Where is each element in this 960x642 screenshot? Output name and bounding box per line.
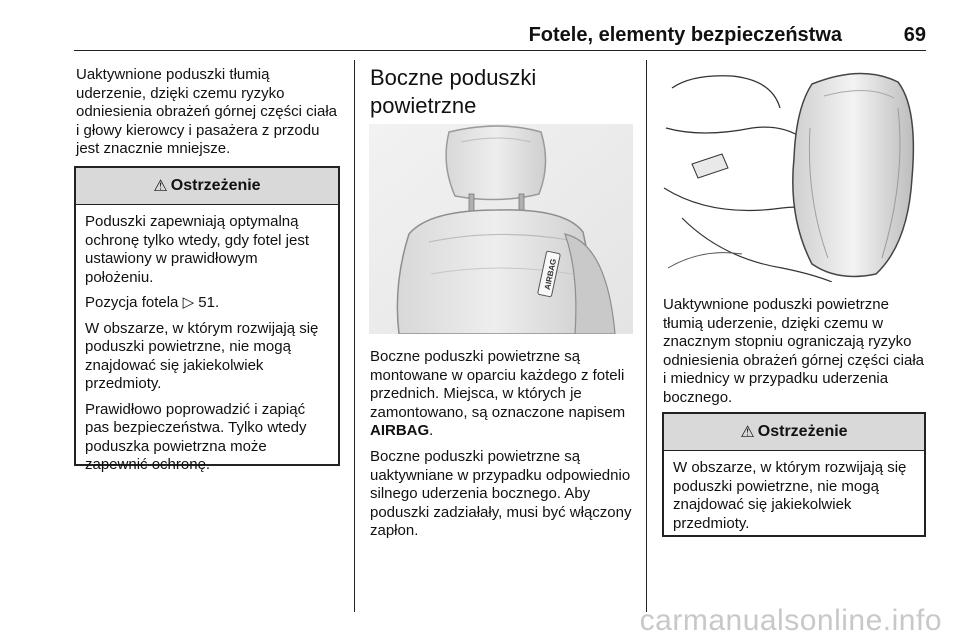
page-number: 69 [903,24,926,46]
reference-prefix: Pozycja fotela [85,294,183,311]
airbag-seat-label: AIRBAG [542,257,559,291]
warning-body [664,451,924,533]
airbag-term: AIRBAG [370,422,430,439]
section-title: Boczne poduszki powietrzne [370,65,537,118]
warning-heading [664,414,924,451]
warning-triangle-icon: ⚠ [153,178,168,195]
warning-paragraph: W obszarze, w którym rozwijają się poduszki powietrzne, nie mogą znajdować się jakiekolwiek przedmioty. [673,459,907,532]
warning-body [76,205,338,475]
warning-paragraph: Poduszki zapewniają optymalną ochronę tylko wtedy, gdy fotel jest ustawiony w prawidłowym położeniu. [85,213,310,286]
seat-airbag-illustration [369,124,633,334]
warning-heading [76,168,338,205]
paragraph-side-airbag-effect: Uaktywnione poduszki powietrzne tłumią uderzenie, dzięki czemu w znacznym stopniu ograniczają ryzyko odniesienia obrażeń górnej części ciała i miednicy w przypadku uderzenia bocznego. [663,296,924,406]
header-rule [74,50,926,51]
paragraph-suffix: . [429,422,434,439]
watermark: carmanualsonline.info [639,604,942,637]
warning-heading-label: Ostrzeżenie [170,177,261,194]
paragraph-airbag-activation: Boczne poduszki powietrzne są uaktywniane w przypadku odpowiednio silnego uderzenia bocznego. Aby poduszki zadziałały, musi być włączony zapłon. [370,448,632,539]
column-divider-2 [646,60,647,612]
paragraph-text: Boczne poduszki powietrzne są montowane w oparciu każdego z foteli przednich. Miejsca, w których je zamontowano, są oznaczone napisem [370,348,626,421]
page-header-title: Fotele, elementy bezpieczeństwa [528,24,842,46]
warning-paragraph: Prawidłowo poprowadzić i zapiąć pas bezpieczeństwa. Tylko wtedy poduszka powietrzna może zapewnić ochronę. [85,400,307,473]
warning-box-side-airbag [662,412,926,537]
warning-heading-label: Ostrzeżenie [757,423,848,440]
warning-box-seat [74,166,340,473]
side-airbag-deployed-illustration [662,68,926,282]
warning-triangle-icon: ⚠ [740,424,755,441]
warning-paragraph-reference [85,294,329,313]
intro-paragraph: Uaktywnione poduszki tłumią uderzenie, dzięki czemu ryzyko odniesienia obrażeń górnej części ciała i głowy kierowcy i pasażera z przodu jest znacznie mniejsze. [76,66,337,157]
warning-paragraph: W obszarze, w którym rozwijają się poduszki powietrzne, nie mogą znajdować się jakiekolwiek przedmioty. [85,319,319,392]
reference-page-link[interactable]: 51. [198,294,220,311]
paragraph-airbag-location [370,348,640,441]
page-reference-arrow-icon: ▷ [182,294,195,311]
column-divider-1 [354,60,355,612]
